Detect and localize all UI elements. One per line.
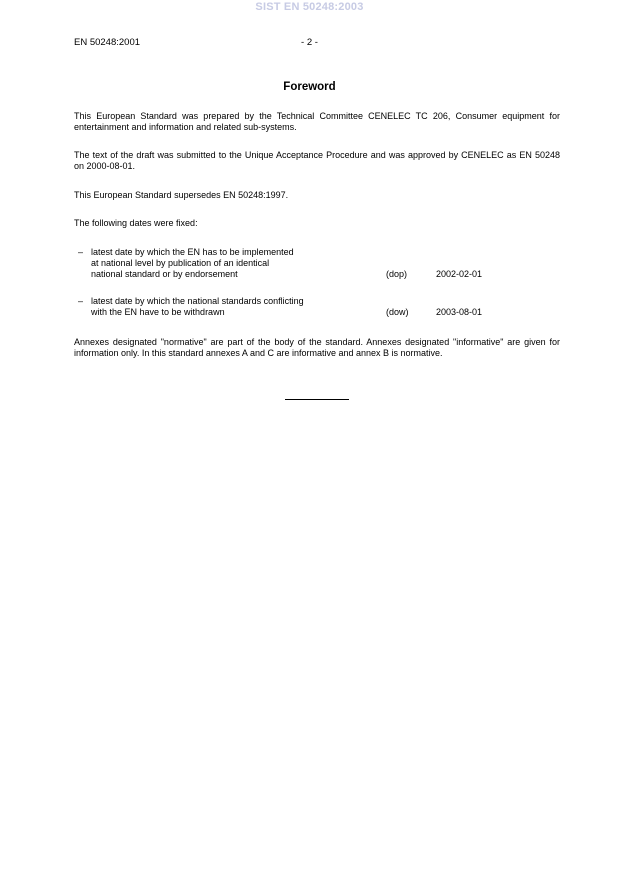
paragraph-dates-intro: The following dates were fixed:	[74, 218, 198, 228]
dash-bullet: –	[78, 247, 84, 257]
paragraph-committee: This European Standard was prepared by the Technical Committee CENELEC TC 206, Consumer equipment for entertainment and information and related sub-systems.	[74, 111, 560, 132]
end-rule	[285, 399, 349, 400]
date-item-line: with the EN have to be withdrawn	[91, 307, 225, 317]
page-number: - 2 -	[301, 37, 318, 48]
document-id: EN 50248:2001	[74, 37, 141, 48]
paragraph-supersedes: This European Standard supersedes EN 50248:1997.	[74, 190, 289, 200]
date-item-description	[91, 247, 381, 280]
date-value: 2003-08-01	[436, 307, 483, 317]
date-item-line: latest date by which the national standards conflicting	[91, 296, 304, 306]
dash-bullet: –	[78, 296, 84, 306]
watermark: SIST EN 50248:2003	[255, 1, 364, 13]
paragraph-annexes: Annexes designated "normative" are part of the body of the standard. Annexes designated "informative" are given for information only. In this standard annexes A and C are informative and annex B is normative.	[74, 337, 560, 358]
date-value: 2002-02-01	[436, 269, 483, 279]
paragraph-approval: The text of the draft was submitted to the Unique Acceptance Procedure and was approved by CENELEC as EN 50248 on 2000-08-01.	[74, 150, 560, 171]
date-abbreviation: (dop)	[386, 269, 408, 279]
date-item-description	[91, 296, 381, 318]
date-abbreviation: (dow)	[386, 307, 409, 317]
date-item-line: latest date by which the EN has to be implemented	[91, 247, 294, 257]
date-item-line: at national level by publication of an identical	[91, 258, 270, 268]
section-title: Foreword	[283, 81, 336, 93]
date-item-line: national standard or by endorsement	[91, 269, 238, 279]
